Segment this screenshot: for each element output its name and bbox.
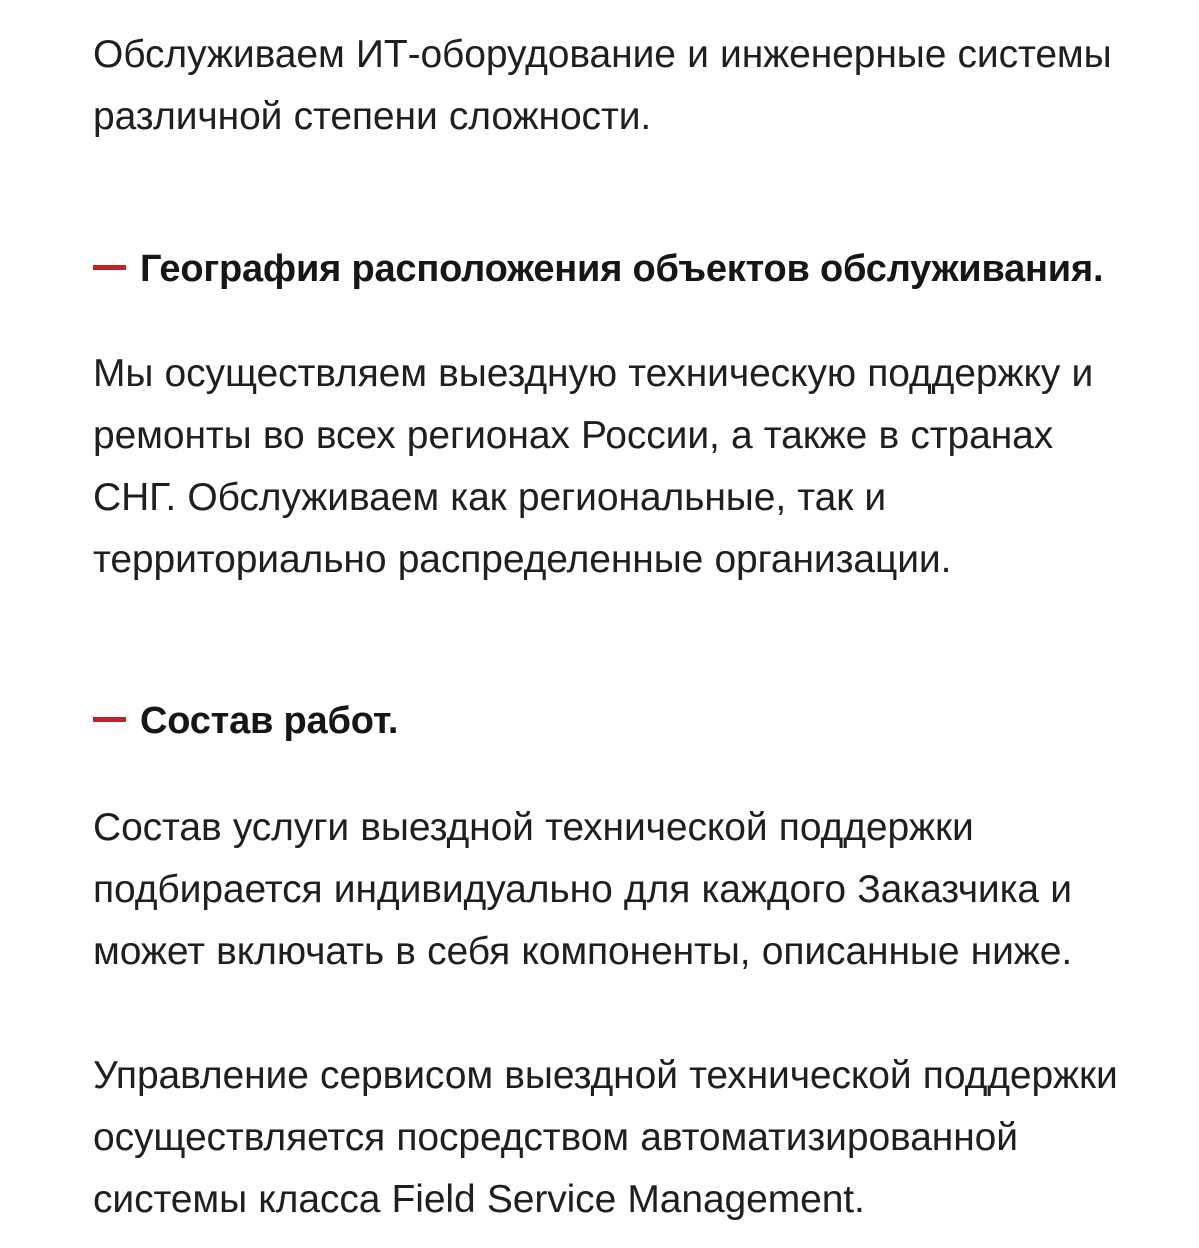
section-heading-scope-of-work [93, 693, 1141, 749]
red-dash-icon [93, 265, 126, 270]
red-dash-icon [93, 717, 126, 722]
scope-of-work-paragraph-1: Состав услуги выездной технической поддержки подбирается индивидуально для каждого Заказчика и может включать в себя компоненты, описанные ниже. [93, 806, 1073, 973]
document-content [93, 0, 1141, 1231]
geography-paragraph: Мы осуществляем выездную техническую поддержку и ремонты во всех регионах России, а также в странах СНГ. Обслуживаем как региональные, так и территориально распределенные организации. [93, 352, 1094, 581]
intro-paragraph: Обслуживаем ИТ-оборудование и инженерные системы различной степени сложности. [93, 33, 1112, 138]
section-heading-scope-of-work-label: Состав работ. [140, 700, 399, 742]
section-heading-geography [93, 241, 1141, 297]
section-heading-geography-label: География расположения объектов обслуживания. [140, 248, 1104, 290]
scope-of-work-paragraph-2: Управление сервисом выездной технической поддержки осуществляется посредством автоматизированной системы класса Field Service Management. [93, 1054, 1118, 1221]
